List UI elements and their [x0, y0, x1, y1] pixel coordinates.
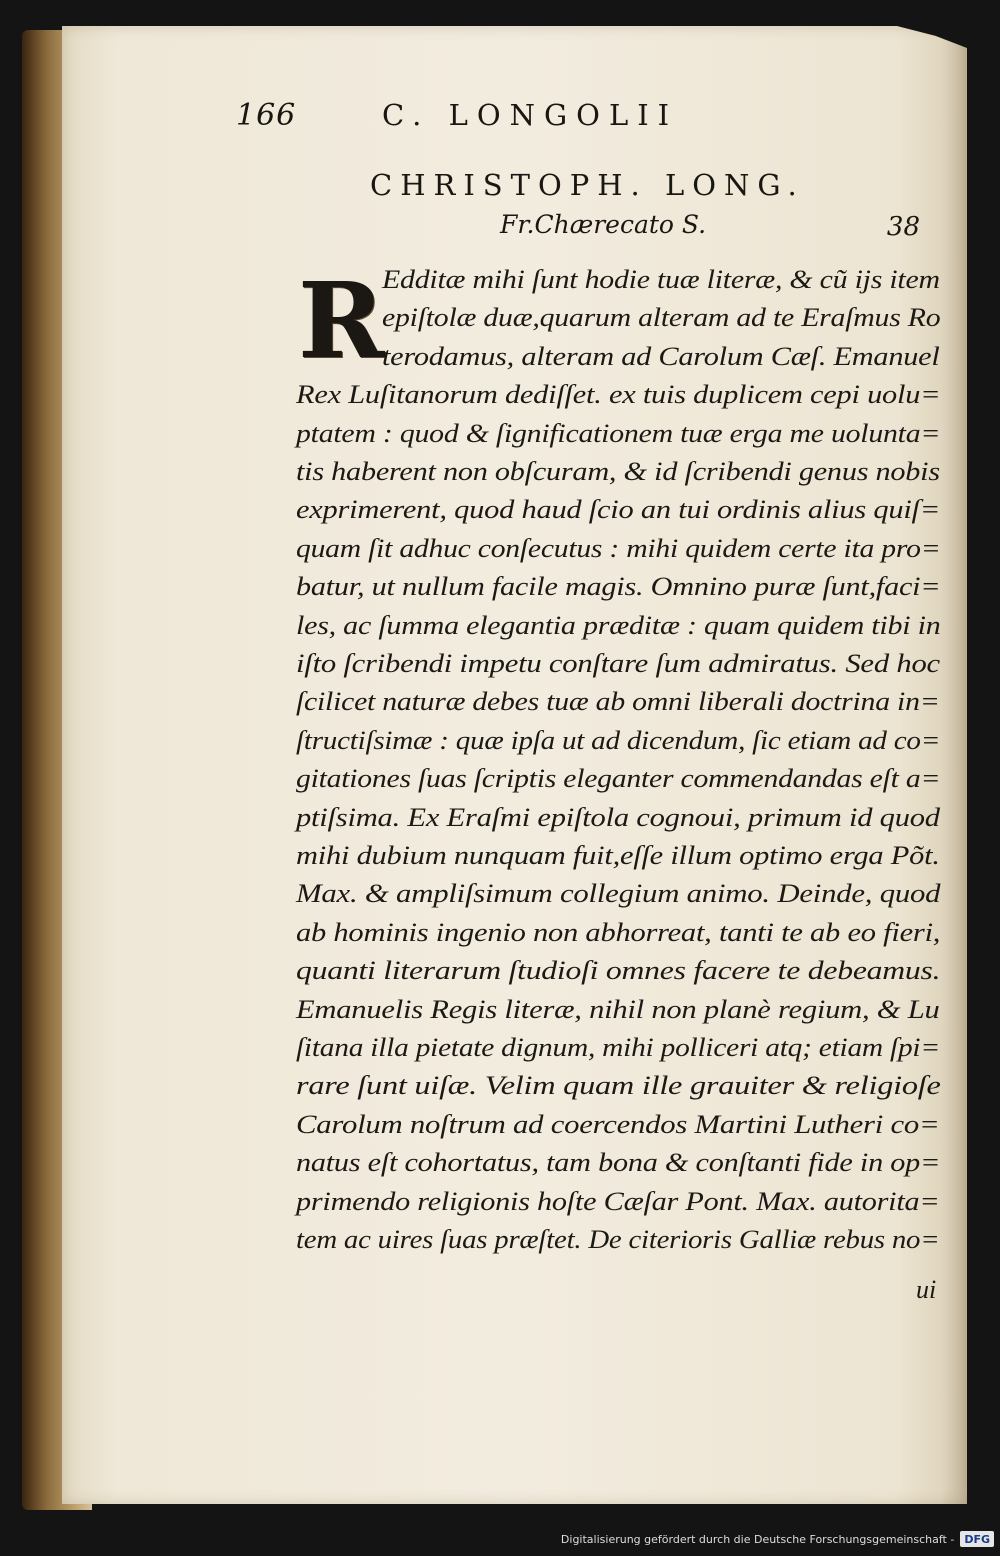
text-line: ptatem : quod & ſignificationem tuæ erga me uolunta=: [296, 418, 941, 448]
page-number: 166: [236, 98, 297, 133]
text-line: Emanuelis Regis literæ, nihil non planè regium, & Lu: [296, 994, 940, 1024]
text-line: mihi dubium nunquam fuit,eſſe illum optimo erga Põt.: [296, 841, 940, 870]
text-line: Rex Luſitanorum dediſſet. ex tuis duplicem cepi uolu=: [296, 380, 941, 410]
letter-author: CHRISTOPH. LONG.: [370, 168, 805, 202]
text-line: batur, ut nullum facile magis. Omnino puræ ſunt,faci=: [296, 572, 941, 602]
funding-text: Digitalisierung gefördert durch die Deutsche Forschungsgemeinschaft -: [560, 1532, 955, 1546]
text-line: ſitana illa pietate dignum, mihi polliceri atq; etiam ſpi=: [296, 1033, 940, 1062]
text-line: Carolum noſtrum ad coercendos Martini Lutheri co=: [296, 1109, 940, 1139]
text-line: quanti literarum ſtudioſi omnes facere te debeamus.: [296, 956, 941, 986]
running-head: C. LONGOLII: [382, 98, 679, 132]
text-line: tem ac uires ſuas præſtet. De citerioris Galliæ rebus no=: [296, 1225, 940, 1254]
text-line: les, ac ſumma elegantia præditæ : quam quidem tibi in: [296, 610, 941, 640]
text-line: ptiſsima. Ex Eraſmi epiſtola cognoui, primum id quod: [296, 802, 940, 832]
text-line: natus eſt cohortatus, tam bona & conſtanti fide in op=: [296, 1148, 941, 1178]
text-line: gitationes ſuas ſcriptis eleganter commendandas eſt a=: [296, 764, 941, 794]
funding-footer: [561, 1528, 994, 1550]
text-line: iſto ſcribendi impetu conſtare ſum admiratus. Sed hoc: [296, 649, 940, 678]
text-line: primendo religionis hoſte Cæſar Pont. Max. autorita=: [296, 1186, 940, 1216]
drop-cap: R: [298, 259, 385, 382]
text-line: rare ſunt uiſæ. Velim quam ille grauiter & religioſe: [296, 1071, 941, 1101]
text-line: ab hominis ingenio non abhorreat, tanti te ab eo fieri,: [296, 917, 941, 947]
text-line: epiſtolæ duæ,quarum alteram ad te Eraſmus Ro: [382, 303, 941, 333]
text-line: tis haberent non obſcuram, & id ſcribendi genus nobis: [296, 457, 940, 486]
text-line: Max. & ampliſsimum collegium animo. Deinde, quod: [296, 879, 941, 909]
dfg-logo: DFG: [960, 1531, 994, 1547]
letter-number: 38: [886, 212, 920, 242]
text-line: quam ſit adhuc conſecutus : mihi quidem certe ita pro=: [296, 533, 941, 563]
text-line: terodamus, alteram ad Carolum Cæſ. Emanuel: [382, 341, 940, 371]
catchword: ui: [916, 1275, 937, 1304]
text-line: ſtructiſsimæ : quæ ipſa ut ad dicendum, ſic etiam ad co=: [296, 725, 941, 755]
text-line: exprimerent, quod haud ſcio an tui ordinis alius quiſ=: [296, 495, 941, 525]
page-shadow: [941, 26, 967, 1504]
text-line: Edditæ mihi ſunt hodie tuæ literæ, & cũ ijs item: [382, 265, 940, 294]
text-line: ſcilicet naturæ debes tuæ ab omni liberali doctrina in=: [296, 687, 940, 717]
letter-addressee: Fr.Chærecato S.: [500, 210, 707, 239]
